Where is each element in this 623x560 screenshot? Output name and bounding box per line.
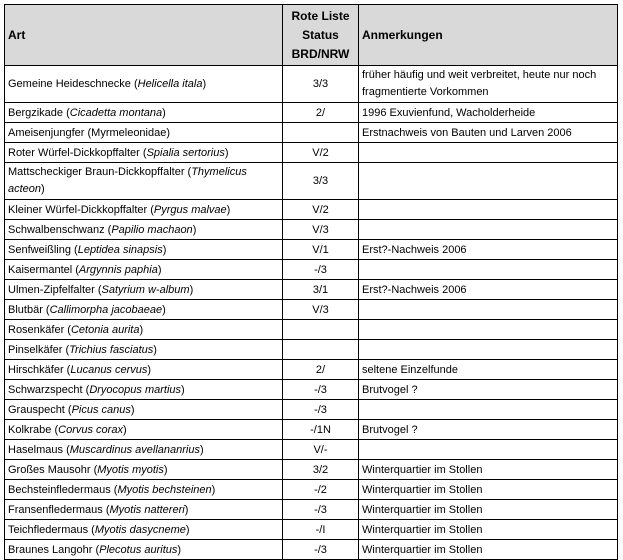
species-cell bbox=[5, 400, 283, 420]
species-cell bbox=[5, 280, 283, 300]
species-latin-name: Picus canus bbox=[71, 403, 131, 416]
table-row bbox=[5, 480, 618, 500]
species-paren-close: ) bbox=[122, 423, 127, 436]
note-cell bbox=[359, 400, 618, 420]
header-status bbox=[283, 5, 359, 66]
table-row bbox=[5, 260, 618, 280]
species-cell bbox=[5, 540, 283, 560]
species-paren-close: ) bbox=[162, 243, 167, 256]
species-paren-close: ) bbox=[202, 78, 207, 90]
table-row bbox=[5, 66, 618, 103]
species-paren-close: ) bbox=[147, 363, 152, 376]
species-latin-name: Cetonia aurita bbox=[70, 323, 140, 336]
species-name: Kaisermantel ( bbox=[8, 263, 79, 276]
species-name: Ulmen-Zipfelfalter ( bbox=[8, 283, 102, 296]
header-art: Art bbox=[5, 5, 283, 66]
species-latin-name: Spialia sertorius bbox=[146, 146, 225, 159]
species-paren-close: ) bbox=[177, 543, 182, 556]
header-notes: Anmerkungen bbox=[359, 5, 618, 66]
species-name: Braunes Langohr ( bbox=[8, 543, 100, 556]
species-latin-name: Corvus corax bbox=[58, 423, 123, 436]
note-cell: Winterquartier im Stollen bbox=[359, 480, 618, 500]
species-name: Blutbär ( bbox=[8, 303, 50, 316]
status-cell: V/3 bbox=[283, 300, 359, 320]
note-cell: früher häufig und weit verbreitet, heute nur noch fragmentierte Vorkommen bbox=[359, 66, 618, 103]
table-row bbox=[5, 420, 618, 440]
species-paren-close: ) bbox=[162, 303, 166, 316]
table-row bbox=[5, 143, 618, 163]
species-cell bbox=[5, 220, 283, 240]
species-cell bbox=[5, 360, 283, 380]
table-row bbox=[5, 123, 618, 143]
species-latin-name: Thymelicus acteon bbox=[8, 166, 247, 195]
note-cell: Erstnachweis von Bauten und Larven 2006 bbox=[359, 123, 618, 143]
species-latin-name: Pyrgus malvae bbox=[153, 203, 227, 216]
status-cell: 3/3 bbox=[283, 66, 359, 103]
note-cell: Erst?-Nachweis 2006 bbox=[359, 280, 618, 300]
species-paren-close: ) bbox=[184, 503, 189, 516]
species-latin-name: Myotis myotis bbox=[97, 463, 164, 476]
species-name: Roter Würfel-Dickkopffalter ( bbox=[8, 146, 147, 159]
note-cell bbox=[359, 300, 618, 320]
header-status-line2: Status bbox=[302, 27, 339, 42]
species-name: Rosenkäfer ( bbox=[8, 323, 71, 336]
status-cell: -/3 bbox=[283, 260, 359, 280]
species-name: Bechsteinfledermaus ( bbox=[8, 483, 118, 496]
species-cell bbox=[5, 163, 283, 200]
status-cell: V/2 bbox=[283, 143, 359, 163]
species-cell bbox=[5, 520, 283, 540]
species-name: Hirschkäfer ( bbox=[8, 363, 71, 376]
species-paren-close: ) bbox=[211, 483, 216, 496]
species-name: Ameisenjungfer (Myrmeleonidae) bbox=[8, 126, 171, 139]
species-latin-name: Trichius fasciatus bbox=[69, 343, 154, 356]
species-cell bbox=[5, 380, 283, 400]
status-cell: 2/ bbox=[283, 103, 359, 123]
note-cell bbox=[359, 340, 618, 360]
species-name: Gemeine Heideschnecke ( bbox=[8, 78, 138, 90]
species-paren-close: ) bbox=[162, 106, 166, 119]
species-table bbox=[4, 4, 618, 560]
species-paren-close: ) bbox=[181, 383, 185, 396]
note-cell: Brutvogel ? bbox=[359, 420, 618, 440]
species-cell bbox=[5, 340, 283, 360]
species-latin-name: Dryocopus martius bbox=[89, 383, 182, 396]
note-cell: 1996 Exuvienfund, Wacholderheide bbox=[359, 103, 618, 123]
status-cell: -/3 bbox=[283, 380, 359, 400]
status-cell: -/3 bbox=[283, 540, 359, 560]
species-cell bbox=[5, 143, 283, 163]
species-paren-close: ) bbox=[226, 203, 231, 216]
table-row bbox=[5, 440, 618, 460]
status-cell: 3/3 bbox=[283, 163, 359, 200]
note-cell bbox=[359, 163, 618, 200]
species-latin-name: Helicella itala bbox=[137, 78, 203, 90]
note-cell: Winterquartier im Stollen bbox=[359, 460, 618, 480]
species-cell bbox=[5, 240, 283, 260]
species-latin-name: Plecotus auritus bbox=[99, 543, 178, 556]
note-cell: Brutvogel ? bbox=[359, 380, 618, 400]
table-row bbox=[5, 220, 618, 240]
species-cell bbox=[5, 103, 283, 123]
note-cell: Winterquartier im Stollen bbox=[359, 540, 618, 560]
species-name: Fransenfledermaus ( bbox=[8, 503, 110, 516]
species-paren-close: ) bbox=[199, 443, 204, 456]
species-name: Teichfledermaus ( bbox=[8, 523, 95, 536]
species-cell bbox=[5, 300, 283, 320]
note-cell bbox=[359, 440, 618, 460]
note-cell: seltene Einzelfunde bbox=[359, 360, 618, 380]
species-latin-name: Cicadetta montana bbox=[69, 106, 163, 119]
status-cell: 2/ bbox=[283, 360, 359, 380]
species-name: Senfweißling ( bbox=[8, 243, 78, 256]
table-row bbox=[5, 200, 618, 220]
status-cell: V/- bbox=[283, 440, 359, 460]
status-cell: -/3 bbox=[283, 500, 359, 520]
note-cell: Erst?-Nachweis 2006 bbox=[359, 240, 618, 260]
species-latin-name: Myotis dasycneme bbox=[94, 523, 186, 536]
species-paren-close: ) bbox=[224, 146, 229, 159]
species-latin-name: Muscardinus avellananrius bbox=[69, 443, 200, 456]
species-name: Grauspecht ( bbox=[8, 403, 72, 416]
species-latin-name: Satyrium w-album bbox=[101, 283, 190, 296]
table-row bbox=[5, 520, 618, 540]
species-latin-name: Papilio machaon bbox=[111, 223, 193, 236]
note-cell bbox=[359, 260, 618, 280]
status-cell: -/2 bbox=[283, 480, 359, 500]
species-name: Kleiner Würfel-Dickkopffalter ( bbox=[8, 203, 154, 216]
status-cell: V/1 bbox=[283, 240, 359, 260]
species-cell bbox=[5, 480, 283, 500]
species-cell bbox=[5, 460, 283, 480]
species-paren-close: ) bbox=[157, 263, 162, 276]
species-paren-close: ) bbox=[153, 343, 157, 356]
species-latin-name: Callimorpha jacobaeae bbox=[49, 303, 163, 316]
species-cell bbox=[5, 260, 283, 280]
header-status-line3: BRD/NRW bbox=[291, 46, 350, 61]
species-paren-close: ) bbox=[185, 523, 190, 536]
table-row bbox=[5, 240, 618, 260]
note-cell bbox=[359, 220, 618, 240]
note-cell bbox=[359, 143, 618, 163]
species-latin-name: Leptidea sinapsis bbox=[77, 243, 163, 256]
species-cell bbox=[5, 200, 283, 220]
species-latin-name: Lucanus cervus bbox=[70, 363, 148, 376]
table-row bbox=[5, 163, 618, 200]
species-paren-close: ) bbox=[189, 283, 194, 296]
species-latin-name: Myotis nattereri bbox=[109, 503, 185, 516]
species-cell bbox=[5, 420, 283, 440]
species-name: Schwalbenschwanz ( bbox=[8, 223, 112, 236]
status-cell: -/I bbox=[283, 520, 359, 540]
status-cell: V/2 bbox=[283, 200, 359, 220]
species-paren-close: ) bbox=[139, 323, 144, 336]
table-row bbox=[5, 320, 618, 340]
species-name: Bergzikade ( bbox=[8, 106, 70, 119]
species-name: Haselmaus ( bbox=[8, 443, 70, 456]
status-cell: -/3 bbox=[283, 400, 359, 420]
species-paren-close: ) bbox=[192, 223, 197, 236]
species-name: Kolkrabe ( bbox=[8, 423, 59, 436]
species-cell bbox=[5, 66, 283, 103]
species-latin-name: Argynnis paphia bbox=[78, 263, 158, 276]
header-row bbox=[5, 5, 618, 66]
status-cell bbox=[283, 123, 359, 143]
table-row bbox=[5, 360, 618, 380]
table-row bbox=[5, 103, 618, 123]
species-name: Pinselkäfer ( bbox=[8, 343, 70, 356]
note-cell: Winterquartier im Stollen bbox=[359, 520, 618, 540]
species-cell bbox=[5, 440, 283, 460]
species-name: Mattscheckiger Braun-Dickkopffalter ( bbox=[8, 166, 192, 178]
table-row bbox=[5, 340, 618, 360]
species-name: Großes Mausohr ( bbox=[8, 463, 98, 476]
header-status-line1: Rote Liste bbox=[291, 8, 350, 23]
table-row bbox=[5, 280, 618, 300]
status-cell bbox=[283, 320, 359, 340]
species-paren-close: ) bbox=[130, 403, 135, 416]
status-cell: V/3 bbox=[283, 220, 359, 240]
species-cell bbox=[5, 123, 283, 143]
table-row bbox=[5, 380, 618, 400]
table-row bbox=[5, 300, 618, 320]
species-latin-name: Myotis bechsteinen bbox=[117, 483, 212, 496]
species-paren-close: ) bbox=[41, 183, 45, 195]
note-cell bbox=[359, 200, 618, 220]
note-cell: Winterquartier im Stollen bbox=[359, 500, 618, 520]
table-row bbox=[5, 500, 618, 520]
table-row bbox=[5, 460, 618, 480]
note-cell bbox=[359, 320, 618, 340]
status-cell: 3/1 bbox=[283, 280, 359, 300]
species-cell bbox=[5, 320, 283, 340]
species-name: Schwarzspecht ( bbox=[8, 383, 90, 396]
species-paren-close: ) bbox=[163, 463, 168, 476]
status-cell: -/1N bbox=[283, 420, 359, 440]
status-cell: 3/2 bbox=[283, 460, 359, 480]
status-cell bbox=[283, 340, 359, 360]
table-row bbox=[5, 540, 618, 560]
table-row bbox=[5, 400, 618, 420]
species-cell bbox=[5, 500, 283, 520]
